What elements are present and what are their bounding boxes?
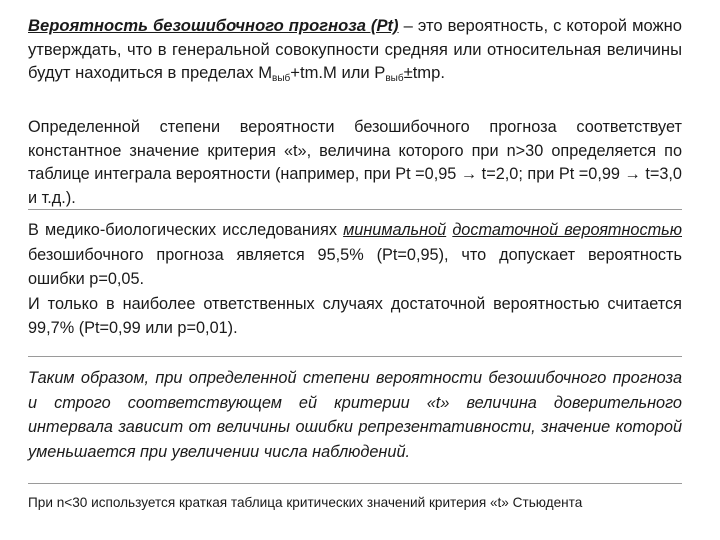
probability-text: В медико-биологических исследованиях <box>28 221 344 239</box>
divider <box>28 483 682 484</box>
conclusion-text: Таким образом, при определенной степени вероятности безошибочного прогноза и строго соответствующем ей критерии «t» величина доверительного интервала зависит от величины ошибки репрезентативности, значение которой уменьшается при увеличении числа наблюдений. <box>28 369 682 461</box>
student-note-text: При n<30 используется краткая таблица критических значений критерия «t» Стьюдента <box>28 495 583 510</box>
responsible-cases-text: И только в наиболее ответственных случаях достаточной вероятностью считается 99,7% (Pt=0,99 или p=0,01). <box>28 294 682 337</box>
criterion-paragraph <box>28 116 682 210</box>
probability-paragraph <box>28 218 682 341</box>
divider <box>28 356 682 357</box>
definition-text: ±tmp. <box>403 63 445 82</box>
subscript: выб <box>272 73 291 84</box>
definition-paragraph <box>28 14 682 85</box>
subscript: выб <box>385 73 404 84</box>
definition-text: – это вероятность, с которой можно утверждать, что в генеральной совокупности средняя или относительная величины будут находиться в пределах M <box>28 16 683 82</box>
student-note <box>28 492 682 513</box>
divider <box>28 209 682 210</box>
emphasis-text: минимальной <box>343 221 447 239</box>
criterion-text: Определенной степени вероятности безошибочного прогноза соответствует константное значение критерия «t», величина которого при n>30 определяется по таблице интеграла вероятности (например, при Pt =0,95 → t=2,0; при Pt =0,99 → t=3,0 и т.д.). <box>28 118 682 207</box>
definition-text: +tm.M или P <box>290 63 386 82</box>
conclusion-paragraph <box>28 366 682 464</box>
defined-term: Вероятность безошибочного прогноза (Pt) <box>28 16 399 35</box>
emphasis-text: достаточной вероятностью <box>452 221 682 239</box>
probability-text: безошибочного прогноза является 95,5% (Pt=0,95), что допускает вероятность ошибки p=0,05. <box>28 245 682 288</box>
